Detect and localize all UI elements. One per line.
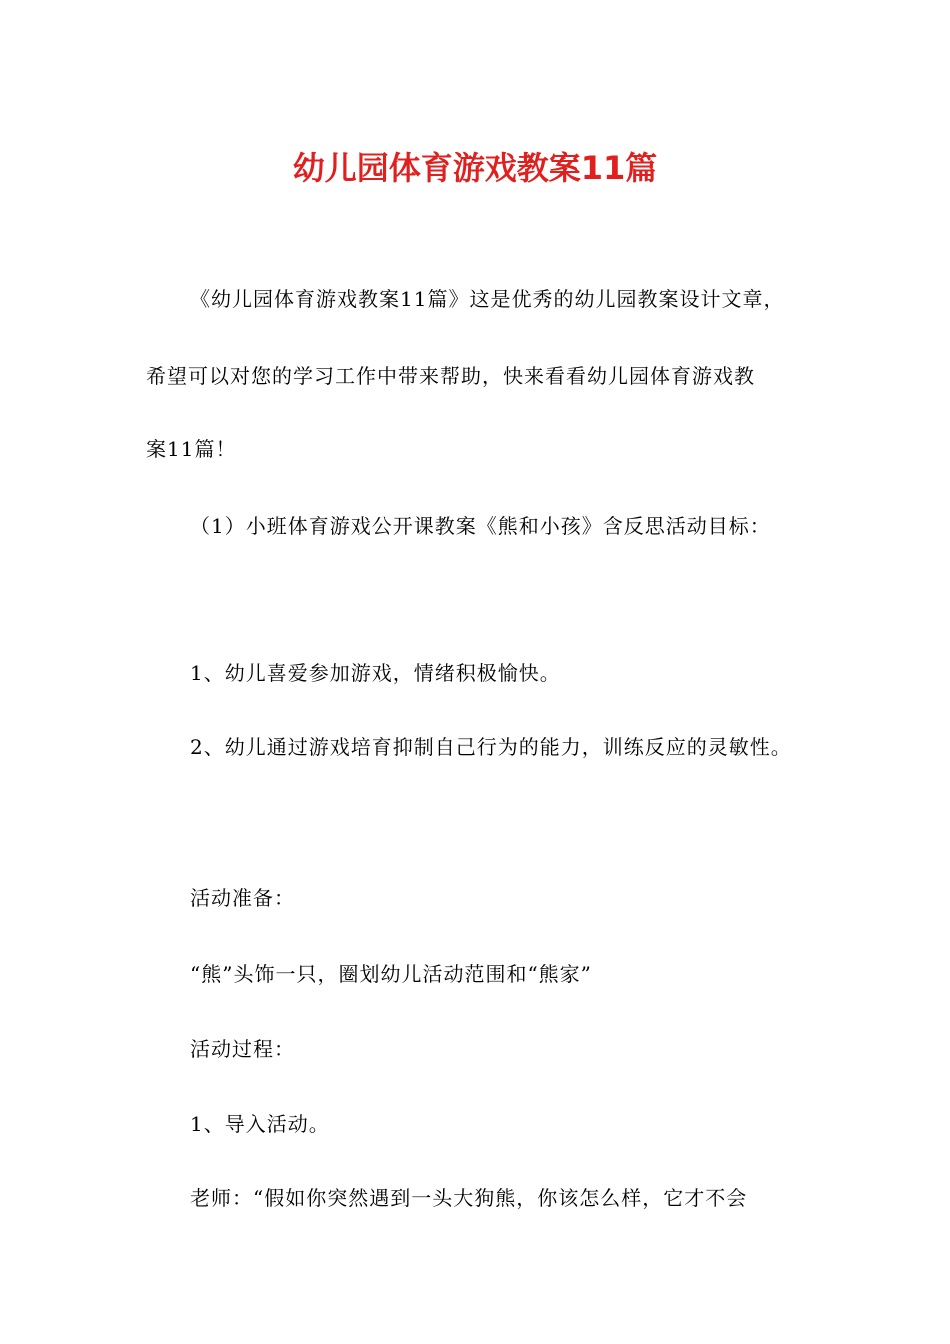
document-title: 幼儿园体育游戏教案11篇 (292, 149, 658, 187)
section-heading: （1）小班体育游戏公开课教案《熊和小孩》含反思活动目标： (190, 514, 771, 538)
process-heading: 活动过程： (190, 1037, 295, 1061)
preparation-content: “熊”头饰一只，圈划幼儿活动范围和“熊家” (190, 962, 592, 986)
goal-item-1: 1、幼儿喜爱参加游戏，情绪积极愉快。 (190, 661, 561, 685)
process-step-1: 1、导入活动。 (190, 1112, 330, 1136)
intro-line-1: 《幼儿园体育游戏教案11篇》这是优秀的幼儿园教案设计文章， (190, 287, 785, 311)
intro-line-3: 案11篇！ (146, 437, 237, 461)
goal-item-2: 2、幼儿通过游戏培育抑制自己行为的能力，训练反应的灵敏性。 (190, 735, 792, 759)
intro-line-2: 希望可以对您的学习工作中带来帮助，快来看看幼儿园体育游戏教 (146, 364, 755, 388)
teacher-dialogue: 老师：“假如你突然遇到一头大狗熊，你该怎么样，它才不会 (190, 1186, 748, 1210)
preparation-heading: 活动准备： (190, 886, 295, 910)
